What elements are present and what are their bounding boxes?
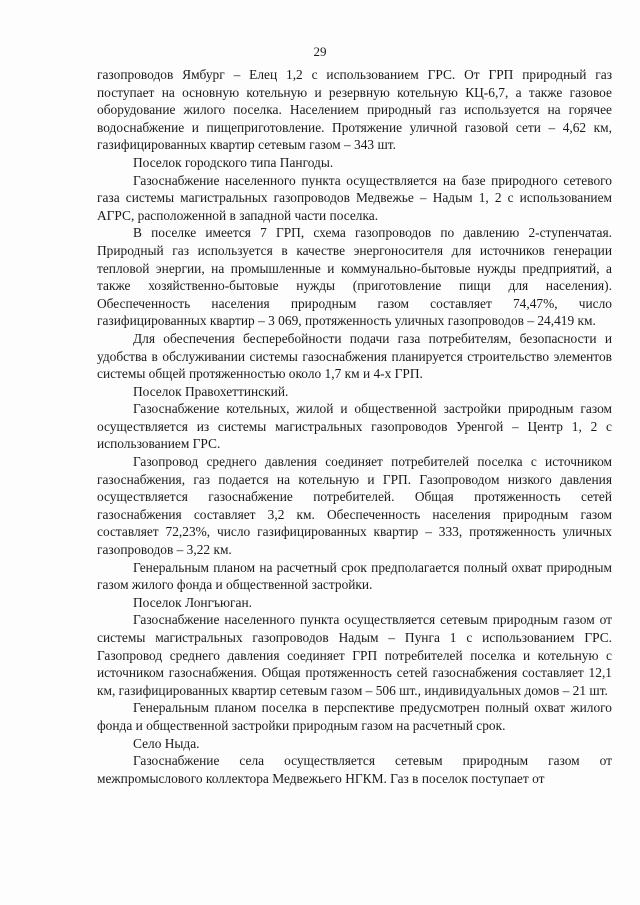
paragraph-yamburg-pipeline: газопроводов Ямбург – Елец 1,2 с использованием ГРС. От ГРП природный газ поступает на основную котельную и резервную котельную КЦ-6,7, а также газовое оборудование жилого поселка. Населением природный газ используется на горячее водоснабжение и пищеприготовление. Протяжение уличной газовой сети – 4,62 км, газифицированных квартир сетевым газом – 343 шт. xyxy=(97,67,612,153)
paragraph-longyugan-gas-supply: Газоснабжение населенного пункта осуществляется сетевым природным газом от системы магистральных газопроводов Надым – Пунга 1 с использованием ГРС. Газопровод среднего давления соединяет ГРП потребителей поселка и котельную с источником газоснабжения. Общая протяженность сетей газоснабжения составляет 12,1 км, газифицированных квартир сетевым газом – 506 шт., индивидуальных домов – 21 шт. xyxy=(97,612,612,698)
paragraph-nyda-gas-supply: Газоснабжение села осуществляется сетевым природным газом от межпромыслового коллектора Медвежьего НГКМ. Газ в поселок поступает от xyxy=(97,753,612,786)
page-number: 29 xyxy=(313,44,327,59)
paragraph-pravokhettinsky-pipeline: Газопровод среднего давления соединяет потребителей поселка с источником газоснабжения, газ подается на котельную и ГРП. Газопроводом низкого давления осуществляется газоснабжение потребителей. Общая протяженность сетей газоснабжения составляет 3,2 км. Обеспеченность населения природным газом составляет 72,23%, число газифицированных квартир – 333, протяженность уличных газопроводов – 3,22 км. xyxy=(97,454,612,558)
heading-pangody: Поселок городского типа Пангоды. xyxy=(133,154,334,170)
document-body xyxy=(97,66,612,787)
heading-nyda: Село Ныда. xyxy=(133,735,200,751)
paragraph-pangody-grp: В поселке имеется 7 ГРП, схема газопроводов по давлению 2-ступенчатая. Природный газ используется в качестве энергоносителя для источников генерации тепловой энергии, на промышленные и коммунально-бытовые нужды предприятий, а также хозяйственно-бытовые нужды (приготовление пищи для населения). Обеспеченность населения природным газом составляет 74,47%, число газифицированных квартир – 3 069, протяженность уличных газопроводов – 24,419 км. xyxy=(97,225,612,329)
heading-pravokhettinsky: Поселок Правохеттинский. xyxy=(133,383,289,399)
paragraph-longyugan-plans: Генеральным планом поселка в перспективе предусмотрен полный охват жилого фонда и общественной застройки природным газом на расчетный срок. xyxy=(97,700,612,733)
paragraph-pravokhettinsky-gas-supply: Газоснабжение котельных, жилой и общественной застройки природным газом осуществляется из системы магистральных газопроводов Уренгой – Центр 1, 2 с использованием ГРС. xyxy=(97,401,612,452)
paragraph-pangody-gas-supply: Газоснабжение населенного пункта осуществляется на базе природного сетевого газа системы магистральных газопроводов Медвежье – Надым 1, 2 с использованием АГРС, расположенной в западной части поселка. xyxy=(97,172,612,223)
heading-longyugan: Поселок Лонгъюган. xyxy=(133,594,252,610)
paragraph-pangody-plans: Для обеспечения бесперебойности подачи газа потребителям, безопасности и удобства в обслуживании системы газоснабжения планируется строительство элементов системы общей протяженностью около 1,7 км и 4-х ГРП. xyxy=(97,330,612,382)
paragraph-pravokhettinsky-plans: Генеральным планом на расчетный срок предполагается полный охват природным газом жилого фонда и общественной застройки. xyxy=(97,559,612,593)
